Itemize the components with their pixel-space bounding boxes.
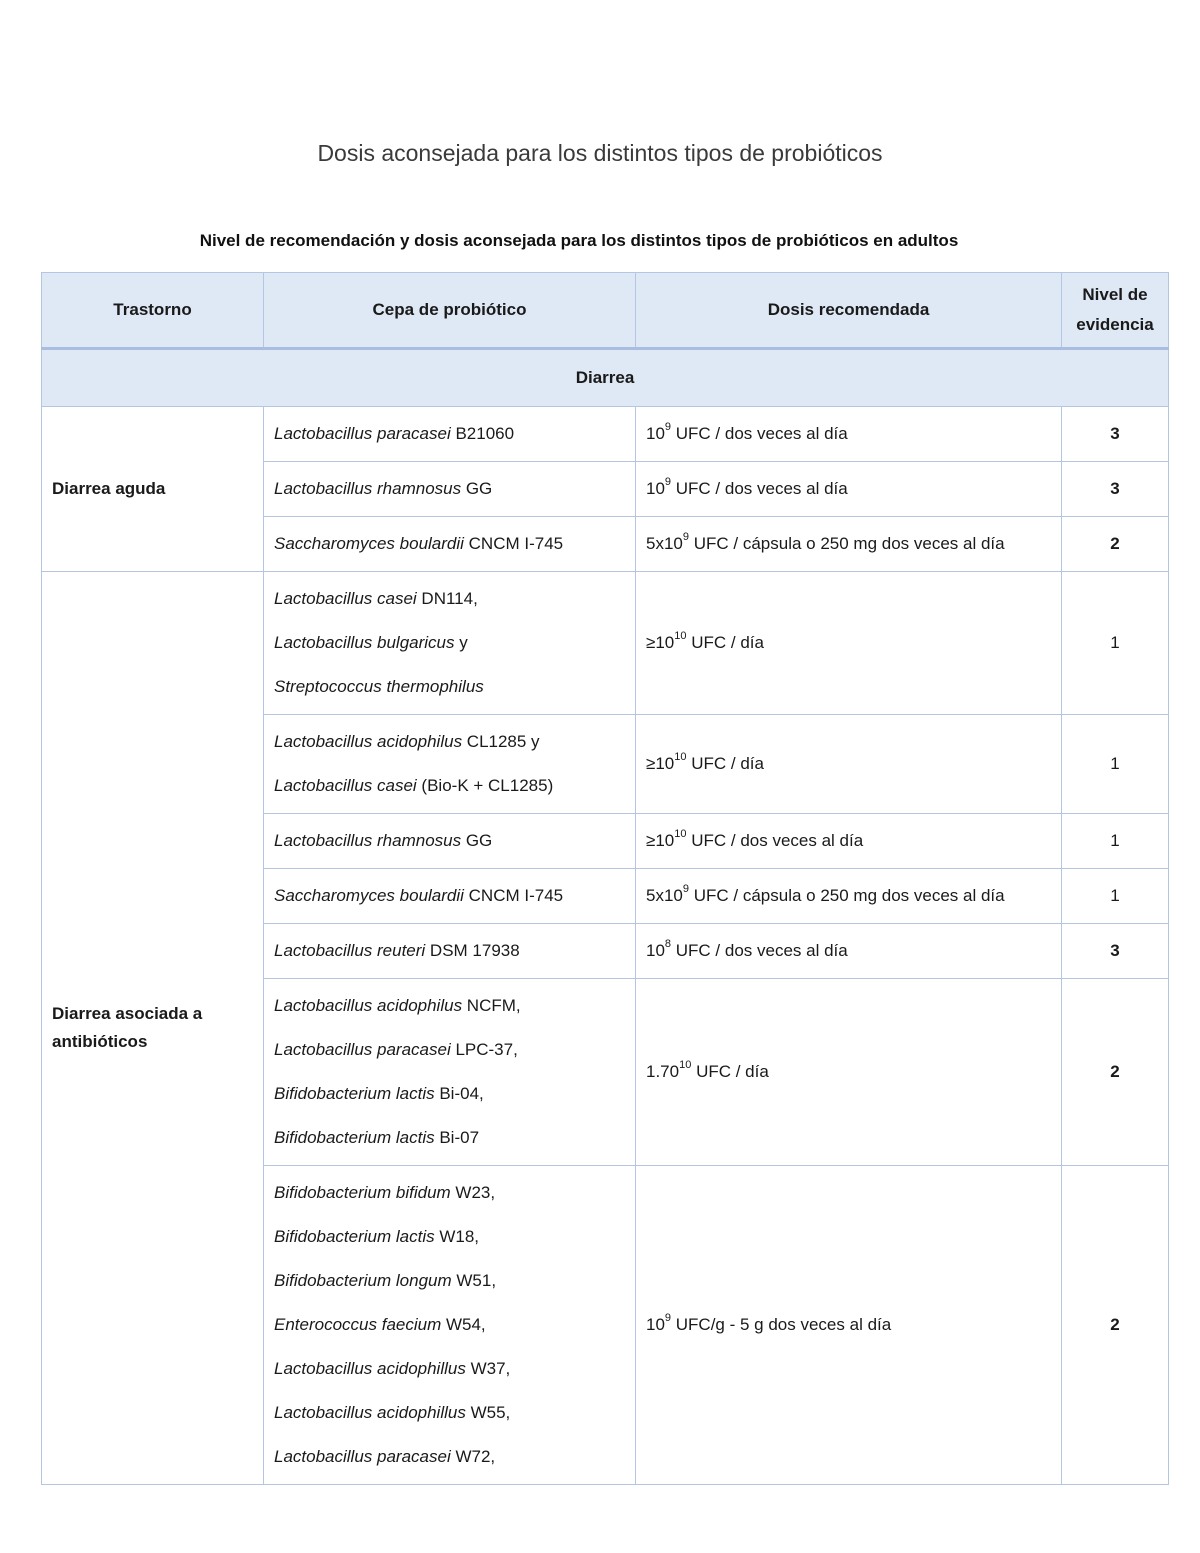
strain-species: Lactobacillus casei <box>274 589 417 608</box>
strain-code: DSM 17938 <box>425 941 520 960</box>
strain-line <box>274 467 625 511</box>
header-nivel-line2: evidencia <box>1076 315 1154 334</box>
dose-exponent: 10 <box>679 1059 692 1071</box>
trastorno-line1: Diarrea asociada a <box>52 1004 203 1023</box>
dose-suffix: UFC / dos veces al día <box>686 831 864 850</box>
strain-cell <box>264 715 636 814</box>
strain-code: GG <box>461 831 493 850</box>
strain-line <box>274 929 625 973</box>
strain-code: W55, <box>465 1403 511 1422</box>
nivel-cell: 2 <box>1062 1166 1169 1485</box>
strain-line <box>274 1303 625 1347</box>
strain-species: Bifidobacterium bifidum <box>274 1183 451 1202</box>
dose-prefix: 10 <box>646 941 665 960</box>
nivel-cell: 3 <box>1062 924 1169 979</box>
strain-cell <box>264 572 636 715</box>
dose-cell <box>636 517 1062 572</box>
nivel-cell: 1 <box>1062 572 1169 715</box>
nivel-cell: 2 <box>1062 979 1169 1166</box>
dose-exponent: 9 <box>682 883 689 895</box>
nivel-cell: 2 <box>1062 517 1169 572</box>
dose-prefix: ≥10 <box>646 754 675 773</box>
dose-suffix: UFC / cápsula o 250 mg dos veces al día <box>689 534 1005 553</box>
strain-code: NCFM, <box>462 996 521 1015</box>
strain-code: W23, <box>450 1183 496 1202</box>
strain-line <box>274 577 625 621</box>
strain-species: Lactobacillus rhamnosus <box>274 479 462 498</box>
strain-line <box>274 874 625 918</box>
dose-exponent: 10 <box>674 751 687 763</box>
strain-code: DN114, <box>416 589 478 608</box>
nivel-cell: 3 <box>1062 407 1169 462</box>
nivel-cell: 3 <box>1062 462 1169 517</box>
strain-line <box>274 1215 625 1259</box>
dose-suffix: UFC/g - 5 g dos veces al día <box>671 1315 892 1334</box>
dose-cell <box>636 979 1062 1166</box>
strain-species: Lactobacillus paracasei <box>274 1040 451 1059</box>
strain-species: Streptococcus thermophilus <box>274 677 484 696</box>
strain-species: Bifidobacterium lactis <box>274 1227 435 1246</box>
strain-species: Lactobacillus bulgaricus <box>274 633 455 652</box>
dose-cell <box>636 715 1062 814</box>
strain-species: Lactobacillus paracasei <box>274 1447 451 1466</box>
strain-line <box>274 764 625 808</box>
strain-code: (Bio-K + CL1285) <box>416 776 554 795</box>
strain-line <box>274 522 625 566</box>
strain-cell <box>264 517 636 572</box>
strain-species: Saccharomyces boulardii <box>274 534 464 553</box>
strain-cell <box>264 869 636 924</box>
dose-suffix: UFC / cápsula o 250 mg dos veces al día <box>689 886 1005 905</box>
dose-suffix: UFC / dos veces al día <box>671 424 848 443</box>
strain-line <box>274 1259 625 1303</box>
trastorno-cell <box>42 572 264 1485</box>
dose-prefix: 10 <box>646 424 665 443</box>
strain-species: Enterococcus faecium <box>274 1315 442 1334</box>
trastorno-line2: antibióticos <box>52 1032 148 1051</box>
strain-code: W18, <box>434 1227 480 1246</box>
strain-code: LPC-37, <box>450 1040 518 1059</box>
dose-cell <box>636 924 1062 979</box>
section-row <box>42 349 1169 407</box>
strain-code: CL1285 y <box>462 732 540 751</box>
dose-suffix: UFC / día <box>686 754 764 773</box>
strain-code: W54, <box>441 1315 486 1334</box>
dose-prefix: 5x10 <box>646 534 683 553</box>
trastorno-cell: Diarrea aguda <box>42 407 264 572</box>
dose-prefix: 1.70 <box>646 1062 680 1081</box>
dose-prefix: ≥10 <box>646 831 675 850</box>
dose-prefix: 5x10 <box>646 886 683 905</box>
strain-code: CNCM I-745 <box>463 886 564 905</box>
strain-code: CNCM I-745 <box>463 534 564 553</box>
strain-code: Bi-07 <box>434 1128 480 1147</box>
strain-cell <box>264 979 636 1166</box>
strain-cell <box>264 924 636 979</box>
nivel-cell: 1 <box>1062 715 1169 814</box>
strain-line <box>274 720 625 764</box>
strain-species: Lactobacillus acidophillus <box>274 1403 466 1422</box>
dose-cell <box>636 462 1062 517</box>
strain-species: Bifidobacterium longum <box>274 1271 452 1290</box>
strain-line <box>274 1171 625 1215</box>
dose-suffix: UFC / día <box>691 1062 769 1081</box>
dose-cell <box>636 869 1062 924</box>
strain-line <box>274 1116 625 1160</box>
strain-code: W51, <box>451 1271 497 1290</box>
strain-species: Lactobacillus acidophilus <box>274 732 463 751</box>
dose-cell <box>636 814 1062 869</box>
table-row <box>42 572 1169 715</box>
table-row <box>42 407 1169 462</box>
probiotic-dose-table <box>41 272 1169 1485</box>
table-header-row <box>42 273 1169 349</box>
dose-exponent: 10 <box>674 630 687 642</box>
dose-prefix: 10 <box>646 1315 665 1334</box>
strain-line <box>274 1391 625 1435</box>
dose-exponent: 9 <box>664 421 672 433</box>
strain-species: Lactobacillus acidophilus <box>274 996 463 1015</box>
strain-line <box>274 1028 625 1072</box>
dose-prefix: 10 <box>646 479 665 498</box>
strain-code: B21060 <box>450 424 515 443</box>
header-nivel-line1: Nivel de <box>1082 285 1148 304</box>
strain-line <box>274 665 625 709</box>
strain-species: Lactobacillus rhamnosus <box>274 831 462 850</box>
dose-exponent: 9 <box>682 531 689 543</box>
strain-species: Lactobacillus acidophillus <box>274 1359 466 1378</box>
section-title: Diarrea <box>42 349 1169 407</box>
strain-code: W72, <box>450 1447 496 1466</box>
strain-species: Bifidobacterium lactis <box>274 1084 435 1103</box>
strain-line <box>274 1347 625 1391</box>
strain-species: Lactobacillus reuteri <box>274 941 426 960</box>
dose-cell <box>636 1166 1062 1485</box>
strain-species: Lactobacillus paracasei <box>274 424 451 443</box>
strain-species: Lactobacillus casei <box>274 776 417 795</box>
strain-line <box>274 621 625 665</box>
strain-code: Bi-04, <box>434 1084 484 1103</box>
dose-suffix: UFC / día <box>686 633 764 652</box>
dose-suffix: UFC / dos veces al día <box>671 479 848 498</box>
strain-cell <box>264 462 636 517</box>
strain-code: W37, <box>465 1359 511 1378</box>
dose-exponent: 9 <box>664 1312 672 1324</box>
dose-exponent: 9 <box>664 476 672 488</box>
strain-species: Bifidobacterium lactis <box>274 1128 435 1147</box>
nivel-cell: 1 <box>1062 869 1169 924</box>
strain-cell <box>264 407 636 462</box>
header-cepa: Cepa de probiótico <box>264 273 636 349</box>
dose-cell <box>636 572 1062 715</box>
strain-species: Saccharomyces boulardii <box>274 886 464 905</box>
strain-code: GG <box>461 479 493 498</box>
header-dosis: Dosis recomendada <box>636 273 1062 349</box>
strain-line <box>274 819 625 863</box>
dose-exponent: 8 <box>664 938 672 950</box>
strain-line <box>274 412 625 456</box>
dose-cell <box>636 407 1062 462</box>
strain-line <box>274 984 625 1028</box>
strain-code: y <box>454 633 468 652</box>
header-trastorno: Trastorno <box>42 273 264 349</box>
strain-line <box>274 1072 625 1116</box>
dose-prefix: ≥10 <box>646 633 675 652</box>
strain-line <box>274 1435 625 1479</box>
strain-cell <box>264 814 636 869</box>
dose-suffix: UFC / dos veces al día <box>671 941 848 960</box>
header-nivel <box>1062 273 1169 349</box>
table-caption: Nivel de recomendación y dosis aconsejada para los distintos tipos de probióticos en adultos <box>199 231 959 250</box>
document-title: Dosis aconsejada para los distintos tipos de probióticos <box>317 140 883 166</box>
dose-exponent: 10 <box>674 828 687 840</box>
strain-cell <box>264 1166 636 1485</box>
nivel-cell: 1 <box>1062 814 1169 869</box>
